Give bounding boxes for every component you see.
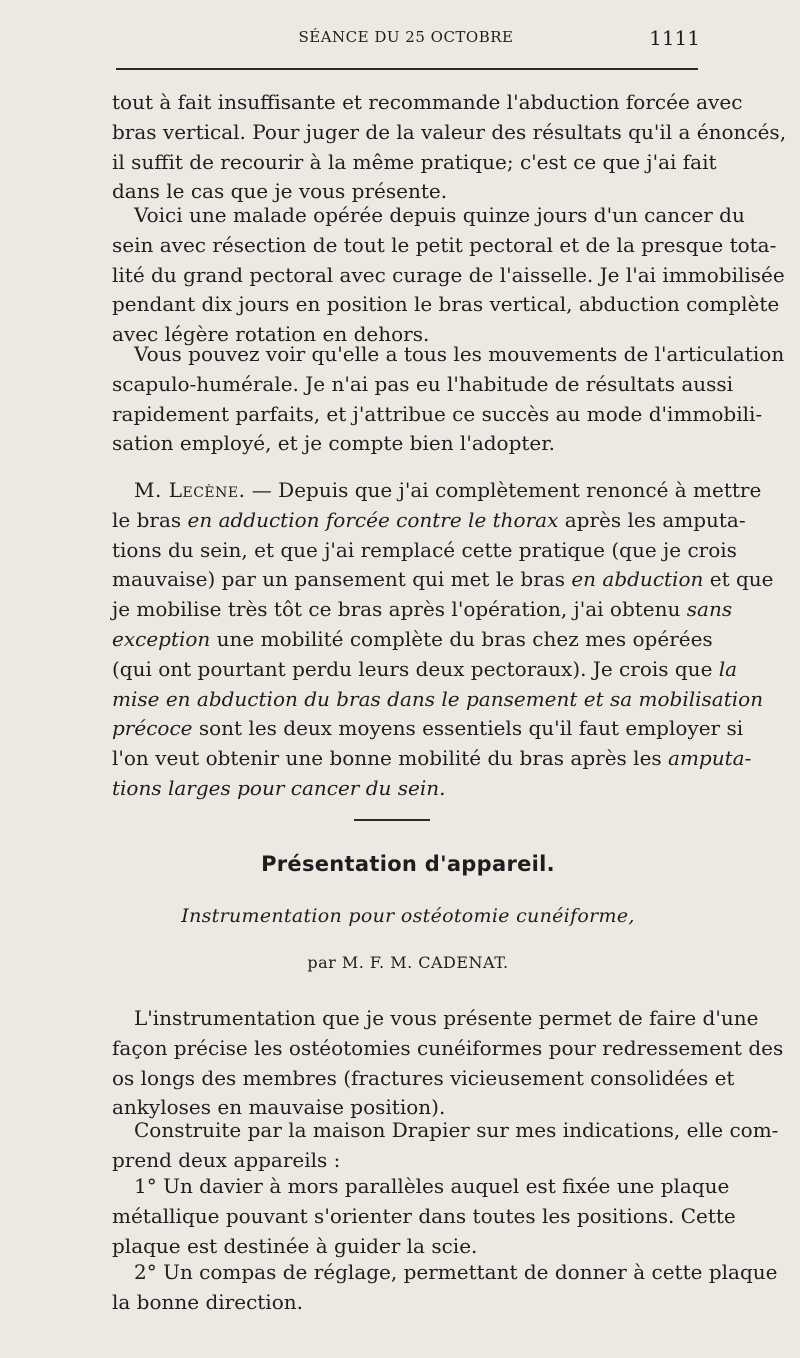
text-line: tout à fait insuffisante et recommande l'abduction forcée avec — [112, 90, 743, 114]
text-line: il suffit de recourir à la même pratique; c'est ce que j'ai fait — [112, 149, 717, 174]
text-line: M. Lecène. — Depuis que j'ai complètement renoncé à mettre — [134, 478, 762, 502]
text-line: avec légère rotation en dehors. — [112, 322, 430, 347]
text-line: la bonne direction. — [112, 1289, 303, 1314]
text-line: sein avec résection de tout le petit pectoral et de la presque tota- — [112, 232, 777, 257]
text-line: bras vertical. Pour juger de la valeur des résultats qu'il a énoncés, — [112, 119, 787, 144]
text-line: métallique pouvant s'orienter dans toutes les positions. Cette — [112, 1203, 736, 1228]
section-subtitle: Instrumentation pour ostéotomie cunéiforme, — [181, 905, 635, 927]
paragraph-lecene — [112, 476, 774, 804]
text-line: scapulo-humérale. Je n'ai pas eu l'habitude de résultats aussi — [112, 371, 734, 396]
paragraph-case — [112, 201, 785, 350]
text-line: précoce sont les deux moyens essentiels qu'il faut employer si — [112, 716, 744, 741]
text-line: prend deux appareils : — [112, 1147, 341, 1172]
header-rule — [116, 68, 698, 70]
running-head — [112, 26, 700, 50]
author-byline: par M. F. M. CADENAT. — [307, 953, 509, 972]
text-line: l'on veut obtenir une bonne mobilité du bras après les amputa- — [112, 746, 752, 771]
speaker-name: M. Lecène. — [134, 478, 246, 502]
text-line: tions larges pour cancer du sein. — [112, 775, 446, 800]
paragraph-instrumentation — [112, 1004, 784, 1123]
paragraph-item-1 — [112, 1172, 736, 1261]
paragraph-item-2 — [112, 1258, 778, 1318]
text-line: exception une mobilité complète du bras chez mes opérées — [112, 626, 713, 651]
text-line: je mobilise très tôt ce bras après l'opération, j'ai obtenu sans — [112, 597, 733, 622]
running-title: SÉANCE DU 25 OCTOBRE — [298, 28, 514, 46]
text-line: mise en abduction du bras dans le pansement et sa mobilisation — [112, 686, 764, 711]
text-line: mauvaise) par un pansement qui met le bras en abduction et que — [112, 567, 774, 592]
text-line: façon précise les ostéotomies cunéiformes pour redressement des — [112, 1035, 784, 1060]
text-line: 1° Un davier à mors parallèles auquel est fixée une plaque — [134, 1174, 730, 1198]
text-line: Voici une malade opérée depuis quinze jours d'un cancer du — [134, 203, 745, 227]
text-line: Construite par la maison Drapier sur mes indications, elle com- — [134, 1118, 779, 1142]
page-number: 1111 — [649, 26, 700, 50]
text-line: Vous pouvez voir qu'elle a tous les mouvements de l'articulation — [134, 342, 785, 366]
text-line: L'instrumentation que je vous présente permet de faire d'une — [134, 1006, 759, 1030]
text-line: le bras en adduction forcée contre le thorax après les amputa- — [112, 507, 746, 532]
paragraph-continuation — [112, 88, 787, 207]
text-line: plaque est destinée à guider la scie. — [112, 1233, 478, 1258]
text-line: pendant dix jours en position le bras vertical, abduction complète — [112, 292, 780, 317]
text-line: sation employé, et je compte bien l'adopter. — [112, 431, 555, 456]
text-line: os longs des membres (fractures vicieusement consolidées et — [112, 1065, 735, 1090]
text-line: lité du grand pectoral avec curage de l'aisselle. Je l'ai immobilisée — [112, 262, 785, 287]
paragraph-construction — [112, 1116, 779, 1176]
text-line: (qui ont pourtant perdu leurs deux pectoraux). Je crois que la — [112, 656, 738, 681]
section-title: Présentation d'appareil. — [261, 852, 555, 876]
section-separator — [354, 819, 430, 821]
text-line: tions du sein, et que j'ai remplacé cette pratique (que je crois — [112, 537, 737, 562]
paragraph-results — [112, 340, 785, 459]
text-line: ankyloses en mauvaise position). — [112, 1095, 446, 1120]
text-line: rapidement parfaits, et j'attribue ce succès au mode d'immobili- — [112, 401, 763, 426]
text-line: 2° Un compas de réglage, permettant de donner à cette plaque — [134, 1260, 778, 1284]
text-line: dans le cas que je vous présente. — [112, 179, 448, 204]
